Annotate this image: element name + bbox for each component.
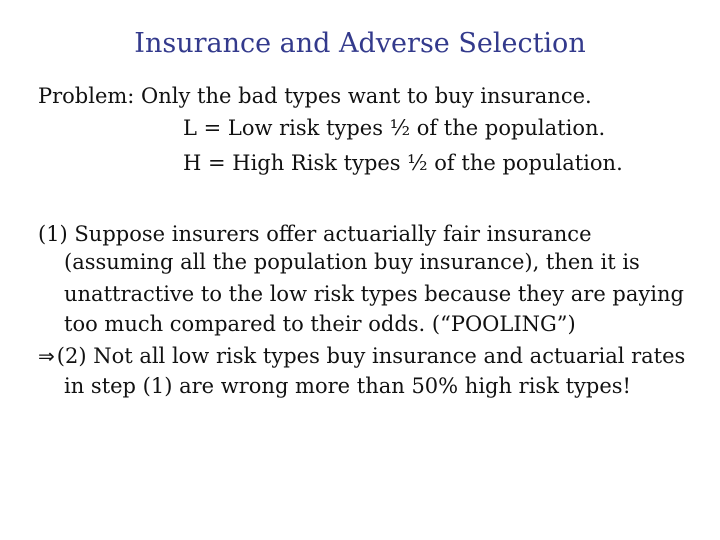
step1-line-1: (1) Suppose insurers offer actuarially fair insurance — [38, 222, 592, 246]
step1-line-3: unattractive to the low risk types because they are paying — [64, 282, 684, 306]
high-risk-definition: H = High Risk types ½ of the population. — [183, 151, 623, 175]
step1-line-4: too much compared to their odds. (“POOLING”) — [64, 312, 576, 336]
step1-line-2: (assuming all the population buy insurance), then it is — [64, 250, 640, 274]
step2-line-2: in step (1) are wrong more than 50% high risk types! — [64, 374, 631, 398]
step2-text-1: (2) Not all low risk types buy insurance and actuarial rates — [56, 344, 686, 368]
problem-statement: Problem: Only the bad types want to buy insurance. — [38, 84, 592, 108]
implies-arrow-icon: ⇒ — [38, 344, 55, 368]
low-risk-definition: L = Low risk types ½ of the population. — [183, 116, 606, 140]
step2-line-1 — [38, 346, 685, 367]
slide-title: Insurance and Adverse Selection — [134, 28, 586, 59]
